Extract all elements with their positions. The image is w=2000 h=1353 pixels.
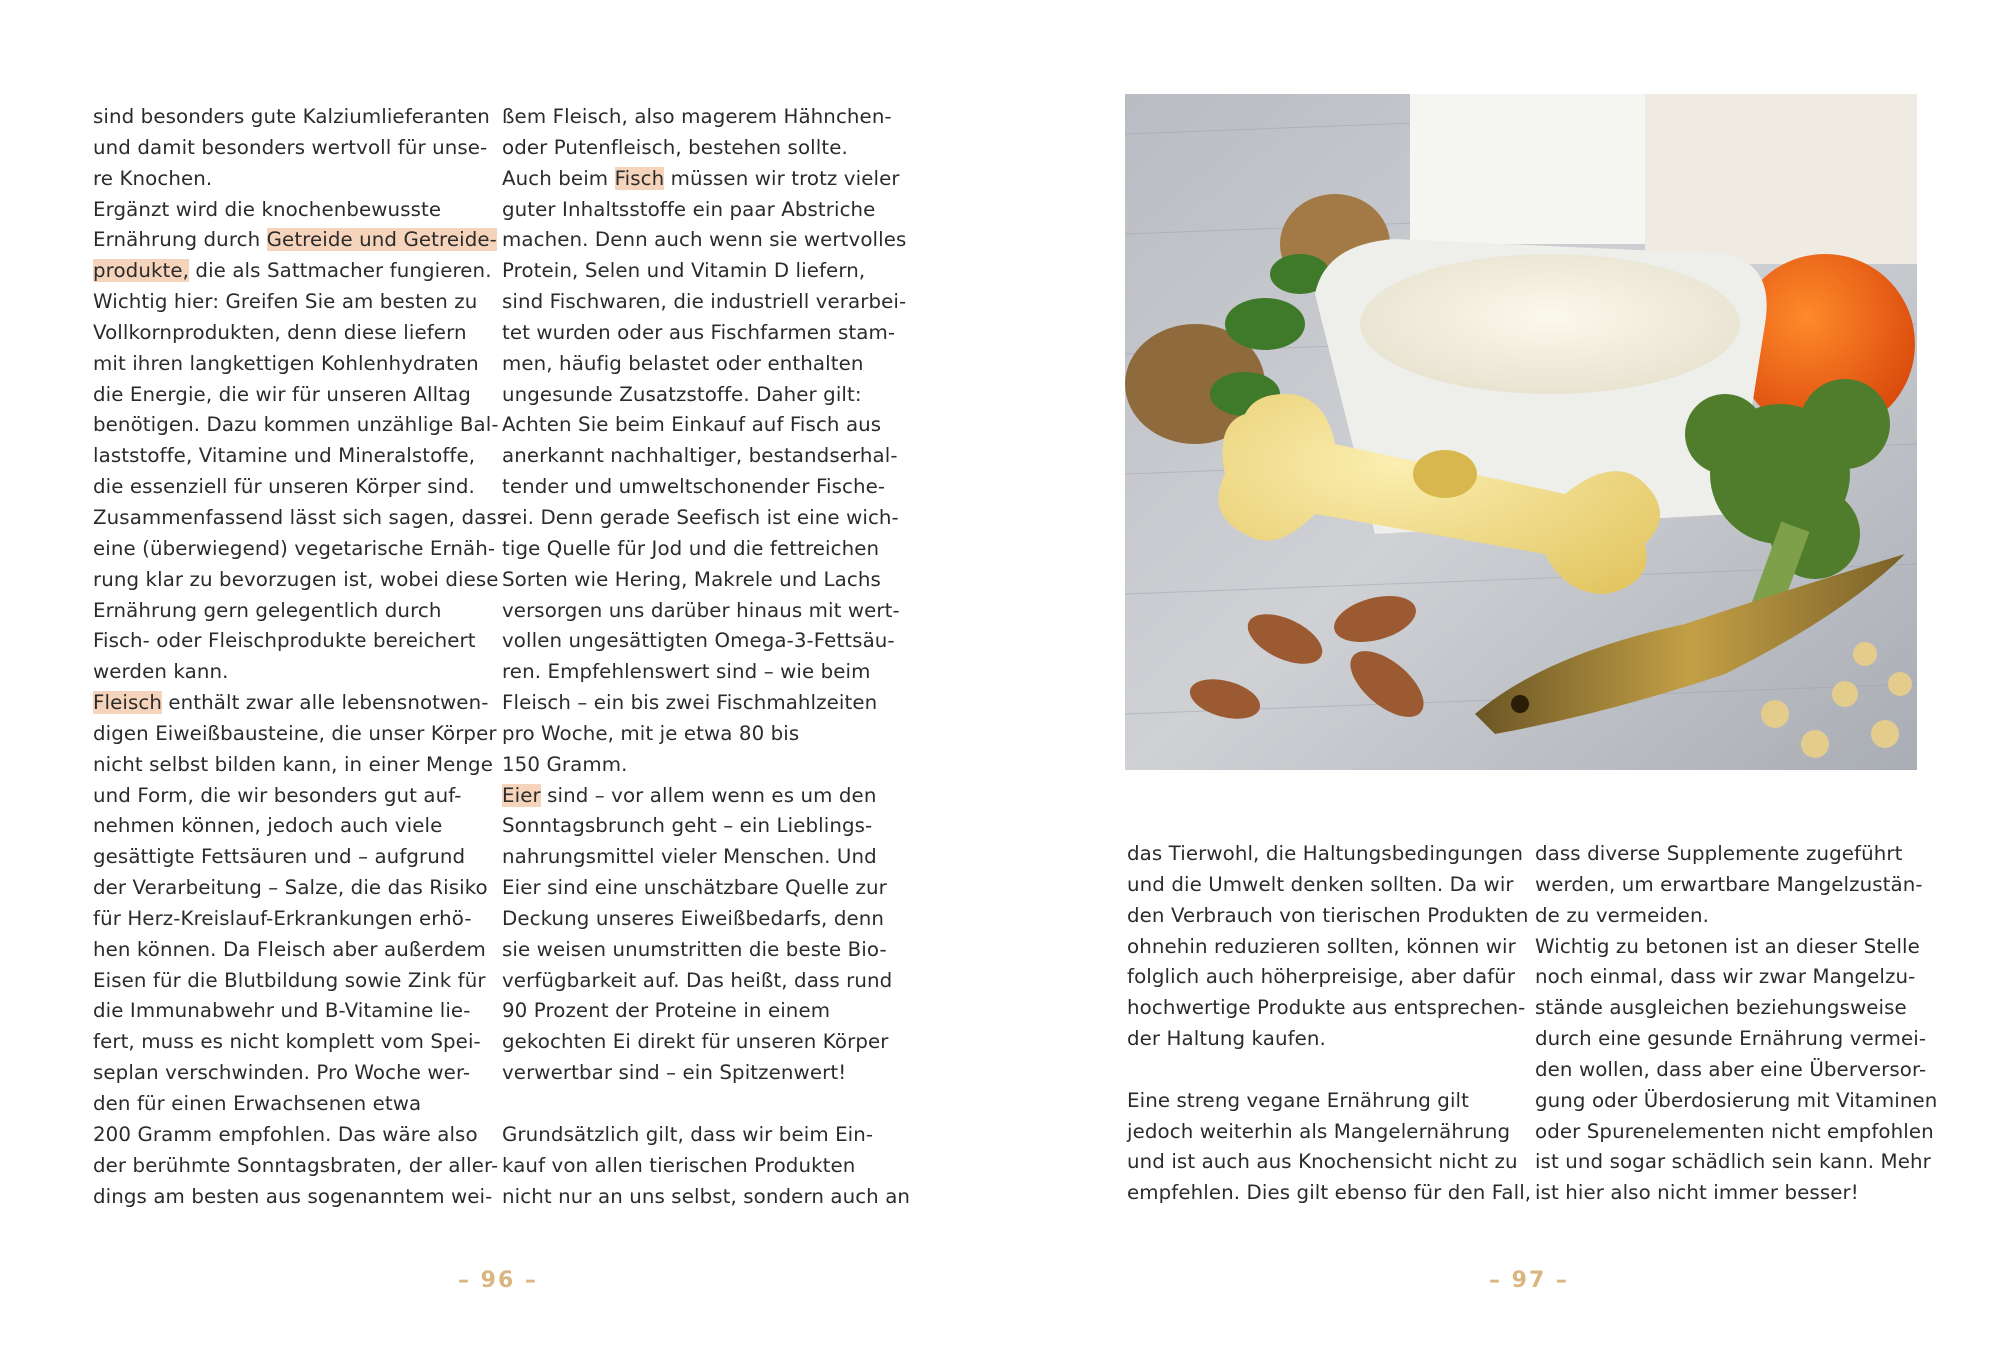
text-segment: verwertbar sind – ein Spitzenwert! (502, 1061, 847, 1085)
highlighted-term: Fisch (614, 166, 665, 190)
text-line (93, 1151, 499, 1182)
text-segment: enthält zwar alle lebensnotwen- (161, 691, 489, 715)
text-line (93, 873, 488, 904)
text-line (93, 811, 478, 842)
food-photo (1125, 94, 1917, 770)
text-segment: die als Sattmacher fungieren. (189, 259, 492, 283)
text-segment: Grundsätzlich gilt, dass wir beim Ein- (502, 1122, 874, 1146)
text-line (93, 503, 508, 534)
text-segment: sind besonders gute Kalziumlieferanten (93, 105, 490, 128)
text-line (502, 966, 892, 997)
text-line (502, 225, 907, 256)
text-segment: seplan verschwinden. Pro Woche wer- (93, 1061, 471, 1085)
text-segment: vollen ungesättigten Omega-3-Fettsäu- (502, 629, 895, 653)
text-segment: Ernährung durch (93, 228, 267, 252)
text-line (502, 441, 898, 472)
text-line (93, 1089, 478, 1120)
text-line (93, 935, 486, 966)
text-segment: tet wurden oder aus Fischfarmen stam- (502, 320, 896, 344)
text-line (502, 133, 892, 164)
text-line (1535, 962, 1925, 993)
text-segment: den für einen Erwachsenen etwa (93, 1092, 422, 1115)
text-segment: Sonntagsbrunch geht – ein Lieblings- (502, 814, 873, 838)
text-line (502, 1089, 892, 1120)
text-line (93, 102, 490, 133)
text-line (502, 873, 892, 904)
text-segment: der Verarbeitung – Salze, die das Risiko (93, 876, 488, 900)
text-segment: nahrungsmittel vieler Menschen. Und (502, 845, 877, 869)
text-line (502, 626, 895, 657)
text-line (93, 688, 489, 719)
text-segment: tige Quelle für Jod und die fettreichen (502, 536, 880, 560)
text-segment: guter Inhaltsstoffe ein paar Abstriche (502, 197, 876, 221)
left-page-column-1 (93, 102, 508, 1212)
text-segment: den Verbrauch von tierischen Produkten (1127, 903, 1529, 927)
text-segment: der berühmte Sonntagsbraten, der aller- (93, 1153, 499, 1177)
text-line (93, 472, 478, 503)
text-segment: benötigen. Dazu kommen unzählige Bal- (93, 413, 499, 437)
text-segment: Achten Sie beim Einkauf auf Fisch aus (502, 413, 882, 437)
text-segment: Sorten wie Hering, Makrele und Lachs (502, 567, 881, 591)
text-segment: nicht selbst bilden kann, in einer Menge (93, 752, 493, 776)
text-line (1127, 1117, 1512, 1148)
text-line (93, 1120, 478, 1151)
text-segment: kauf von allen tierischen Produkten (502, 1153, 856, 1177)
text-line (502, 256, 892, 287)
text-line (1535, 932, 1925, 963)
text-segment: re Knochen. (93, 166, 213, 190)
text-line (93, 318, 478, 349)
text-line (1127, 932, 1516, 963)
text-segment: ungesunde Zusatzstoffe. Daher gilt: (502, 382, 862, 406)
text-line (502, 842, 892, 873)
text-line (1127, 839, 1524, 870)
text-segment: Vollkornprodukten, denn diese liefern (93, 320, 467, 344)
text-line (1535, 1147, 1931, 1178)
text-segment: Auch beim (502, 166, 615, 190)
text-line (1535, 1086, 1938, 1117)
text-line (502, 1120, 892, 1151)
text-segment: Protein, Selen und Vitamin D liefern, (502, 259, 866, 283)
text-line (502, 719, 892, 750)
text-line (502, 904, 892, 935)
left-page-column-2 (502, 102, 911, 1212)
text-line (502, 195, 892, 226)
text-line (1127, 1178, 1532, 1209)
text-line (1127, 870, 1512, 901)
text-line (502, 472, 892, 503)
text-segment: durch eine gesunde Ernährung vermei- (1535, 1027, 1927, 1051)
text-segment: eine (überwiegend) vegetarische Ernäh- (93, 536, 496, 560)
text-line (93, 1027, 481, 1058)
text-segment: werden kann. (93, 660, 229, 684)
text-segment: für Herz-Kreislauf-Erkrankungen erhö- (93, 906, 472, 930)
text-segment: Ergänzt wird die knochenbewusste (93, 197, 442, 221)
text-segment: anerkannt nachhaltiger, bestandserhal- (502, 444, 898, 468)
text-line (502, 380, 892, 411)
text-segment: den wollen, dass aber eine Überversor- (1535, 1057, 1927, 1081)
text-line (502, 534, 892, 565)
text-line (502, 935, 892, 966)
text-line (1535, 1178, 1925, 1209)
text-line (502, 688, 892, 719)
text-line (502, 1027, 892, 1058)
text-segment: gekochten Ei direkt für unseren Körper (502, 1030, 889, 1054)
text-segment: de zu vermeiden. (1535, 903, 1709, 927)
text-line (1127, 993, 1526, 1024)
text-line (502, 318, 896, 349)
text-line (93, 195, 478, 226)
text-segment: rei. Denn gerade Seefisch ist eine wich- (502, 505, 899, 529)
text-line (1127, 1055, 1512, 1086)
text-segment: Deckung unseres Eiweißbedarfs, denn (502, 906, 885, 930)
text-line (93, 966, 486, 997)
text-segment: die Immunabwehr und B-Vitamine lie- (93, 999, 471, 1023)
text-segment: sind Fischwaren, die industriell verarbei- (502, 290, 907, 314)
text-line (93, 1182, 493, 1213)
text-line (502, 565, 892, 596)
text-segment: Eine streng vegane Ernährung gilt (1127, 1088, 1469, 1112)
text-line (93, 657, 478, 688)
text-segment: die essenziell für unseren Körper sind. (93, 475, 475, 499)
text-segment: oder Putenfleisch, bestehen sollte. (502, 135, 848, 159)
text-segment: Fleisch – ein bis zwei Fischmahlzeiten (502, 691, 878, 715)
right-page-column-2 (1535, 839, 1938, 1209)
page-number-right: – 97 – (1489, 1268, 1569, 1293)
text-segment: rung klar zu bevorzugen ist, wobei diese (93, 567, 499, 591)
text-segment: ren. Empfehlenswert sind – wie beim (502, 660, 871, 684)
text-line (93, 133, 488, 164)
text-segment: laststoffe, Vitamine und Mineralstoffe, (93, 444, 476, 468)
text-line (1127, 1024, 1512, 1055)
text-line (1127, 1086, 1512, 1117)
text-segment: hen können. Da Fleisch aber außerdem (93, 937, 486, 961)
text-segment: men, häufig belastet oder enthalten (502, 351, 864, 375)
text-line (93, 441, 478, 472)
text-segment: dings am besten aus sogenanntem wei- (93, 1184, 493, 1208)
text-segment: gung oder Überdosierung mit Vitaminen (1535, 1088, 1938, 1112)
text-line (502, 164, 900, 195)
text-line (502, 781, 892, 812)
text-line (93, 565, 499, 596)
text-line (502, 811, 892, 842)
text-line (1535, 839, 1925, 870)
text-line (502, 1058, 892, 1089)
text-line (1127, 901, 1529, 932)
text-segment: nicht nur an uns selbst, sondern auch an (502, 1184, 911, 1208)
text-line (1535, 870, 1925, 901)
text-segment: der Haltung kaufen. (1127, 1027, 1326, 1051)
text-line (93, 256, 492, 287)
text-segment: 90 Prozent der Proteine in einem (502, 999, 831, 1023)
text-line (93, 781, 478, 812)
text-segment: mit ihren langkettigen Kohlenhydraten (93, 351, 479, 375)
text-line (502, 102, 892, 133)
text-segment: tender und umweltschonender Fische- (502, 475, 886, 499)
text-line (1127, 962, 1516, 993)
text-segment: und damit besonders wertvoll für unse- (93, 135, 488, 159)
highlighted-term: Eier (502, 783, 541, 807)
text-segment: sind – vor allem wenn es um den (540, 783, 877, 807)
text-segment: empfehlen. Dies gilt ebenso für den Fall, (1127, 1181, 1532, 1205)
text-line (93, 904, 478, 935)
text-segment: versorgen uns darüber hinaus mit wert- (502, 598, 900, 622)
text-segment: nehmen können, jedoch auch viele (93, 814, 443, 838)
text-line (93, 287, 478, 318)
right-page-column-1 (1127, 839, 1532, 1209)
text-segment: 200 Gramm empfohlen. Das wäre also (93, 1122, 478, 1146)
text-segment: ßem Fleisch, also magerem Hähnchen- (502, 105, 892, 128)
text-line (502, 349, 892, 380)
text-line (502, 1151, 892, 1182)
text-segment: pro Woche, mit je etwa 80 bis (502, 721, 800, 745)
text-line (502, 596, 900, 627)
text-line (93, 349, 478, 380)
text-line (502, 287, 907, 318)
text-segment: Wichtig hier: Greifen Sie am besten zu (93, 290, 478, 314)
text-line (1535, 901, 1925, 932)
text-segment: und die Umwelt denken sollten. Da wir (1127, 872, 1514, 896)
text-segment: gesättigte Fettsäuren und – aufgrund (93, 845, 466, 869)
text-line (93, 380, 478, 411)
text-segment: und ist auch aus Knochensicht nicht zu (1127, 1150, 1518, 1174)
text-segment: Eier sind eine unschätzbare Quelle zur (502, 876, 887, 900)
text-line (93, 225, 497, 256)
text-segment: die Energie, die wir für unseren Alltag (93, 382, 471, 406)
page-number-left: – 96 – (458, 1268, 538, 1293)
text-line (502, 657, 892, 688)
text-line (93, 719, 497, 750)
text-segment: machen. Denn auch wenn sie wertvolles (502, 228, 907, 252)
text-line (93, 842, 478, 873)
text-line (93, 534, 496, 565)
text-line (1127, 1147, 1518, 1178)
text-line (502, 996, 892, 1027)
text-segment: dass diverse Supplemente zugeführt (1535, 842, 1903, 865)
text-segment: Eisen für die Blutbildung sowie Zink für (93, 968, 486, 992)
highlighted-term: Fleisch (93, 691, 162, 715)
text-segment: Zusammenfassend lässt sich sagen, dass (93, 505, 508, 529)
text-segment: Fisch- oder Fleischprodukte bereichert (93, 629, 476, 653)
text-segment: fert, muss es nicht komplett vom Spei- (93, 1030, 481, 1054)
text-line (1535, 993, 1925, 1024)
highlighted-term: Getreide und Getreide- (266, 228, 497, 252)
text-segment: ohnehin reduzieren sollten, können wir (1127, 934, 1516, 958)
text-segment: verfügbarkeit auf. Das heißt, dass rund (502, 968, 893, 992)
text-line (93, 596, 478, 627)
text-segment: und Form, die wir besonders gut auf- (93, 783, 462, 807)
text-segment: jedoch weiterhin als Mangelernährung (1127, 1119, 1511, 1143)
text-segment: folglich auch höherpreisige, aber dafür (1127, 965, 1516, 989)
text-line (502, 410, 892, 441)
text-line (502, 503, 899, 534)
text-segment: sie weisen unumstritten die beste Bio- (502, 937, 887, 961)
text-segment: werden, um erwartbare Mangelzustän- (1535, 872, 1923, 896)
text-line (1535, 1055, 1925, 1086)
text-segment: hochwertige Produkte aus entsprechen- (1127, 996, 1526, 1020)
text-segment: digen Eiweißbausteine, die unser Körper (93, 721, 497, 745)
text-line (93, 750, 493, 781)
text-segment: noch einmal, dass wir zwar Mangelzu- (1535, 965, 1916, 989)
text-line (93, 996, 478, 1027)
text-line (93, 626, 478, 657)
text-line (93, 410, 499, 441)
text-segment: müssen wir trotz vieler (664, 166, 900, 190)
text-segment: Wichtig zu betonen ist an dieser Stelle (1535, 934, 1920, 958)
text-line (502, 1182, 911, 1213)
text-segment: 150 Gramm. (502, 752, 628, 776)
text-segment: oder Spurenelementen nicht empfohlen (1535, 1119, 1934, 1143)
text-line (93, 1058, 478, 1089)
text-line (93, 164, 478, 195)
text-line (1535, 1117, 1934, 1148)
text-segment: Ernährung gern gelegentlich durch (93, 598, 442, 622)
text-line (502, 750, 892, 781)
text-segment: stände ausgleichen beziehungsweise (1535, 996, 1907, 1020)
text-line (1535, 1024, 1925, 1055)
text-segment: das Tierwohl, die Haltungsbedingungen (1127, 842, 1524, 865)
highlighted-term: produkte, (93, 259, 190, 283)
text-segment: ist und sogar schädlich sein kann. Mehr (1535, 1150, 1931, 1174)
text-segment: ist hier also nicht immer besser! (1535, 1181, 1859, 1205)
